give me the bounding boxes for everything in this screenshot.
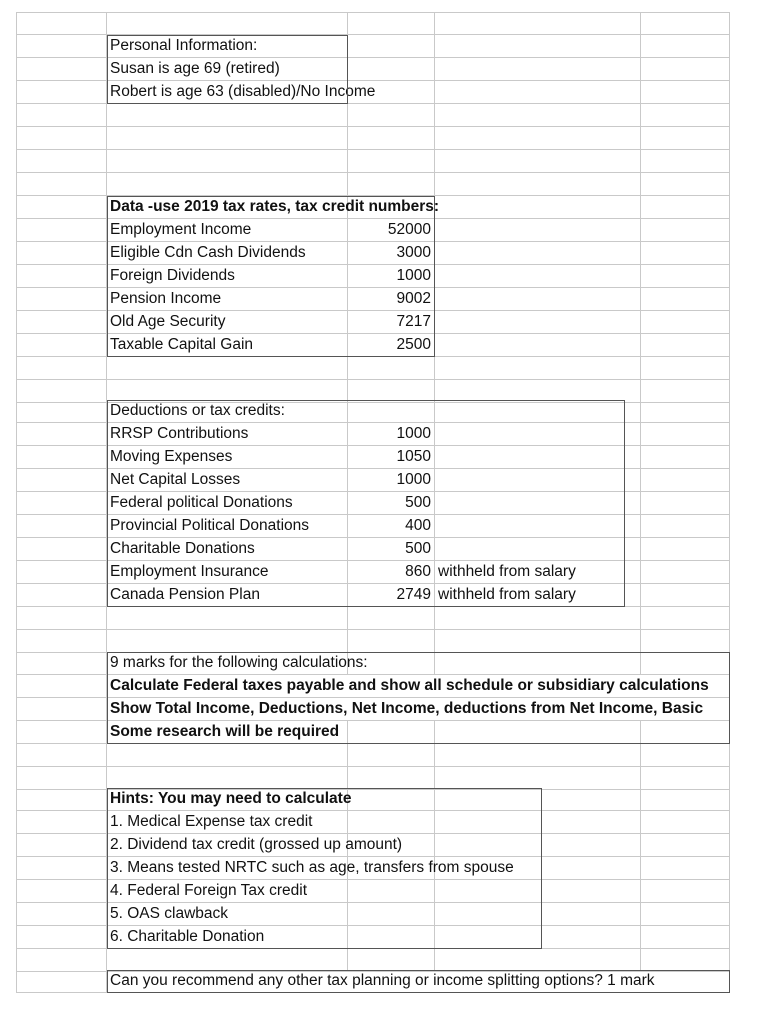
sheet-row	[16, 607, 730, 630]
instruction-line: Some research will be required	[110, 723, 340, 740]
data-value[interactable]: 9002	[348, 288, 435, 311]
data-label: Eligible Cdn Cash Dividends	[110, 244, 306, 261]
deduction-row	[16, 423, 730, 446]
sheet-row	[16, 357, 730, 380]
hint-item: 6. Charitable Donation	[110, 928, 265, 945]
data-label: Old Age Security	[110, 313, 226, 330]
data-value[interactable]: 3000	[348, 242, 435, 265]
deductions-heading: Deductions or tax credits:	[110, 402, 285, 419]
hint-item: 2. Dividend tax credit (grossed up amount)	[110, 836, 403, 853]
hint-item: 4. Federal Foreign Tax credit	[110, 882, 308, 899]
sheet-row	[16, 788, 730, 811]
instruction-line: Calculate Federal taxes payable and show all schedule or subsidiary calculations	[110, 677, 709, 694]
sheet-row	[16, 35, 730, 58]
deduction-row	[16, 446, 730, 469]
personal-line-robert: Robert is age 63 (disabled)/No Income	[110, 83, 376, 100]
sheet-row	[16, 767, 730, 790]
sheet-row	[16, 744, 730, 767]
personal-heading: Personal Information:	[110, 37, 258, 54]
hint-row	[16, 880, 730, 903]
deduction-value[interactable]: 400	[348, 515, 435, 538]
data-row	[16, 242, 730, 265]
deduction-value[interactable]: 1050	[348, 446, 435, 469]
deduction-label: Provincial Political Donations	[110, 517, 310, 534]
sheet-row	[16, 196, 730, 219]
data-row	[16, 311, 730, 334]
sheet-row	[16, 630, 730, 653]
data-value[interactable]: 52000	[348, 219, 435, 242]
data-label: Pension Income	[110, 290, 222, 307]
sheet-row	[16, 949, 730, 972]
deduction-value[interactable]: 1000	[348, 423, 435, 446]
sheet-row	[16, 675, 730, 698]
data-row	[16, 288, 730, 311]
sheet-row	[16, 173, 730, 196]
deduction-label: Federal political Donations	[110, 494, 293, 511]
deduction-row	[16, 469, 730, 492]
marks-text: 9 marks for the following calculations:	[110, 654, 368, 671]
deduction-label: Moving Expenses	[110, 448, 233, 465]
deduction-note: withheld from salary	[438, 563, 576, 580]
deduction-label: Charitable Donations	[110, 540, 255, 557]
data-value[interactable]: 2500	[348, 334, 435, 357]
hint-row	[16, 903, 730, 926]
hint-row	[16, 926, 730, 949]
question-text: Can you recommend any other tax planning or income splitting options? 1 mark	[110, 972, 655, 989]
deduction-value[interactable]: 500	[348, 538, 435, 561]
hint-item: 5. OAS clawback	[110, 905, 229, 922]
deduction-label: Net Capital Losses	[110, 471, 241, 488]
deduction-row	[16, 538, 730, 561]
hint-row	[16, 811, 730, 834]
sheet-row	[16, 12, 730, 35]
sheet-row	[16, 400, 730, 423]
hints-heading: Hints: You may need to calculate	[110, 790, 352, 807]
deduction-row	[16, 515, 730, 538]
deduction-label: Employment Insurance	[110, 563, 269, 580]
data-value[interactable]: 7217	[348, 311, 435, 334]
data-row	[16, 265, 730, 288]
deduction-value[interactable]: 860	[348, 561, 435, 584]
sheet-row	[16, 58, 730, 81]
sheet-row	[16, 127, 730, 150]
deduction-value[interactable]: 2749	[348, 584, 435, 607]
data-label: Foreign Dividends	[110, 267, 235, 284]
hint-row	[16, 857, 730, 880]
sheet-row	[16, 698, 730, 721]
personal-line-susan: Susan is age 69 (retired)	[110, 60, 280, 77]
hint-row	[16, 834, 730, 857]
sheet-row	[16, 104, 730, 127]
sheet-row	[16, 150, 730, 173]
deduction-row	[16, 561, 730, 584]
deduction-value[interactable]: 500	[348, 492, 435, 515]
deduction-value[interactable]: 1000	[348, 469, 435, 492]
deduction-label: RRSP Contributions	[110, 425, 249, 442]
data-row	[16, 219, 730, 242]
sheet-row	[16, 81, 730, 104]
deduction-row	[16, 492, 730, 515]
data-label: Employment Income	[110, 221, 252, 238]
data-label: Taxable Capital Gain	[110, 336, 254, 353]
deduction-note: withheld from salary	[438, 586, 576, 603]
sheet-row	[16, 970, 730, 993]
hint-item: 1. Medical Expense tax credit	[110, 813, 313, 830]
sheet-row	[16, 721, 730, 744]
hint-item: 3. Means tested NRTC such as age, transfers from spouse	[110, 859, 514, 876]
instruction-line: Show Total Income, Deductions, Net Income, deductions from Net Income, Basic	[110, 700, 704, 717]
data-row	[16, 334, 730, 357]
data-heading: Data -use 2019 tax rates, tax credit numbers:	[110, 198, 440, 215]
deduction-label: Canada Pension Plan	[110, 586, 260, 603]
sheet-row	[16, 652, 730, 675]
data-value[interactable]: 1000	[348, 265, 435, 288]
deduction-row	[16, 584, 730, 607]
